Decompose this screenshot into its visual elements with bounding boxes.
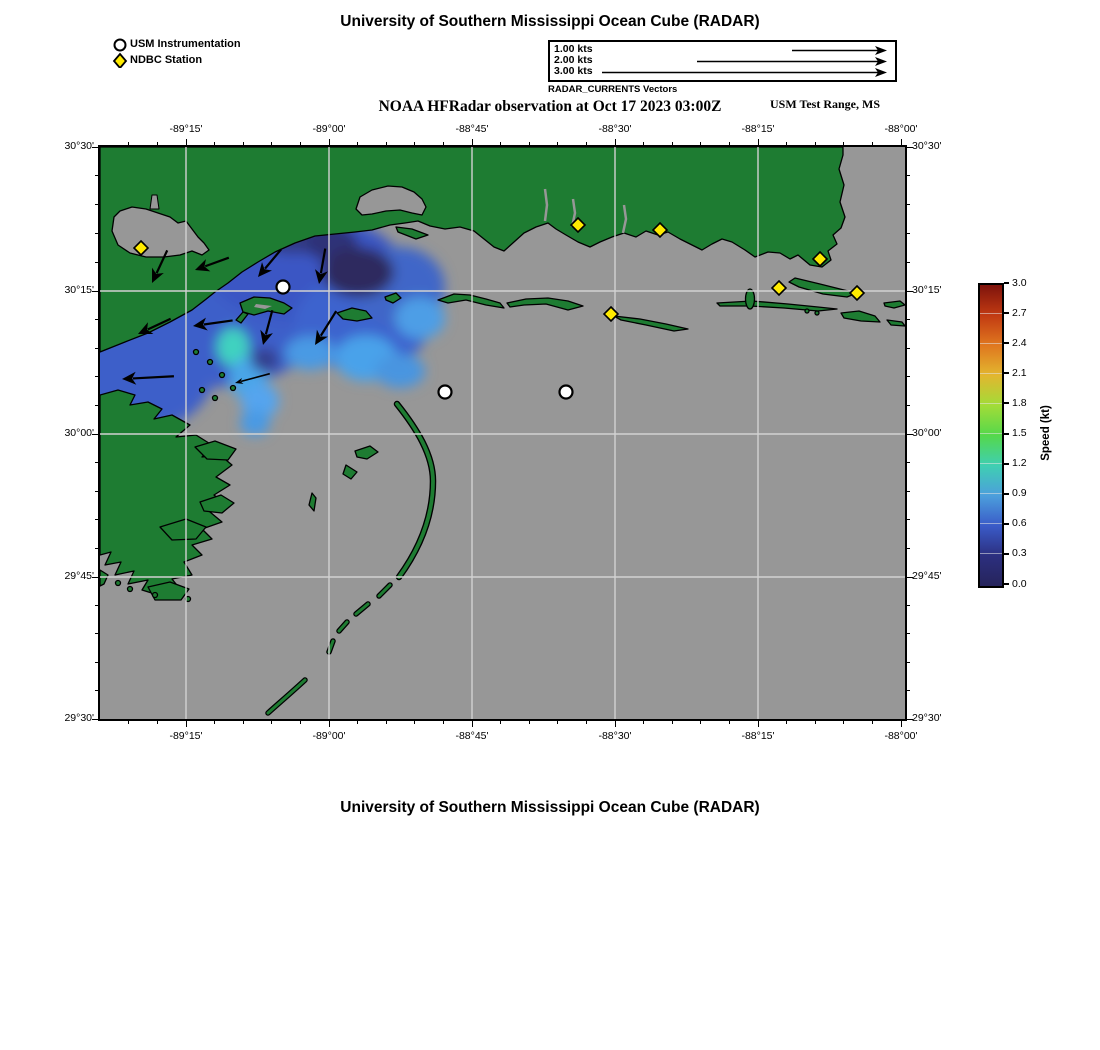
axis-tick bbox=[329, 139, 330, 145]
axis-tick bbox=[95, 405, 98, 406]
axis-tick bbox=[907, 348, 910, 349]
x-axis-label: -89°00' bbox=[312, 123, 346, 135]
axis-tick bbox=[95, 175, 98, 176]
axis-tick bbox=[271, 721, 272, 724]
axis-tick bbox=[700, 142, 701, 145]
page-title: University of Southern Mississippi Ocean Cube (RADAR) bbox=[340, 13, 760, 30]
islet bbox=[208, 360, 213, 365]
x-axis-label: -88°45' bbox=[455, 123, 489, 135]
x-axis-label: -89°15' bbox=[169, 123, 203, 135]
axis-tick bbox=[243, 721, 244, 724]
colorbar-tick-label: 0.6 bbox=[1012, 517, 1027, 530]
map-svg bbox=[100, 147, 905, 719]
axis-tick bbox=[901, 721, 902, 727]
axis-tick bbox=[214, 142, 215, 145]
axis-tick bbox=[700, 721, 701, 724]
islet bbox=[220, 373, 225, 378]
axis-tick bbox=[95, 633, 98, 634]
axis-tick bbox=[300, 142, 301, 145]
islet bbox=[200, 388, 205, 393]
colorbar-tick bbox=[1004, 523, 1009, 525]
axis-tick bbox=[95, 348, 98, 349]
axis-tick bbox=[329, 721, 330, 727]
colorbar-separator bbox=[980, 553, 1002, 554]
legend-item-usm bbox=[110, 36, 241, 52]
axis-tick bbox=[95, 204, 98, 205]
map-canvas bbox=[98, 145, 907, 721]
axis-tick bbox=[786, 721, 787, 724]
islet bbox=[194, 350, 199, 355]
axis-tick bbox=[907, 376, 910, 377]
islet bbox=[116, 581, 121, 586]
colorbar-tick-label: 0.3 bbox=[1012, 547, 1027, 560]
axis-tick bbox=[815, 721, 816, 724]
islet bbox=[231, 386, 236, 391]
vector-scale-label: 2.00 kts bbox=[554, 54, 593, 66]
axis-tick bbox=[907, 690, 910, 691]
axis-tick bbox=[672, 721, 673, 724]
ndbc-diamond-icon bbox=[110, 52, 128, 68]
speed-blob bbox=[251, 348, 279, 372]
axis-tick bbox=[907, 233, 910, 234]
axis-tick bbox=[95, 519, 98, 520]
colorbar-tick-label: 0.0 bbox=[1012, 577, 1027, 590]
y-axis-label: 29°30' bbox=[912, 712, 942, 724]
axis-tick bbox=[157, 142, 158, 145]
usm-instrumentation-marker bbox=[439, 386, 452, 399]
colorbar-tick bbox=[1004, 493, 1009, 495]
islet bbox=[128, 587, 133, 592]
x-axis-label: -88°15' bbox=[741, 730, 775, 742]
x-axis-label: -88°30' bbox=[598, 730, 632, 742]
legend-label-ndbc: NDBC Station bbox=[130, 54, 203, 66]
x-axis-label: -88°30' bbox=[598, 123, 632, 135]
axis-tick bbox=[414, 142, 415, 145]
axis-tick bbox=[786, 142, 787, 145]
axis-tick bbox=[907, 262, 910, 263]
axis-tick bbox=[214, 721, 215, 724]
islet bbox=[805, 309, 809, 313]
axis-tick bbox=[907, 405, 910, 406]
x-axis-label: -89°00' bbox=[312, 730, 346, 742]
observation-subtitle: NOAA HFRadar observation at Oct 17 2023 03:00Z bbox=[378, 98, 722, 115]
axis-tick bbox=[872, 142, 873, 145]
colorbar-tick bbox=[1004, 372, 1009, 374]
colorbar-tick bbox=[1004, 312, 1009, 314]
axis-tick bbox=[758, 139, 759, 145]
usm-instrumentation-marker bbox=[560, 386, 573, 399]
colorbar-separator bbox=[980, 343, 1002, 344]
vector-legend-caption: RADAR_CURRENTS Vectors bbox=[548, 84, 678, 95]
axis-tick bbox=[386, 721, 387, 724]
axis-tick bbox=[186, 139, 187, 145]
axis-tick bbox=[672, 142, 673, 145]
islet bbox=[213, 396, 218, 401]
colorbar-tick bbox=[1004, 553, 1009, 555]
colorbar-separator bbox=[980, 463, 1002, 464]
axis-tick bbox=[907, 519, 910, 520]
y-axis-label: 30°15' bbox=[64, 284, 94, 296]
axis-tick bbox=[615, 139, 616, 145]
axis-tick bbox=[95, 462, 98, 463]
y-axis-label: 29°45' bbox=[64, 570, 94, 582]
axis-tick bbox=[586, 142, 587, 145]
axis-tick bbox=[815, 142, 816, 145]
axis-tick bbox=[901, 139, 902, 145]
colorbar-tick bbox=[1004, 583, 1009, 585]
axis-tick bbox=[729, 721, 730, 724]
axis-tick bbox=[557, 721, 558, 724]
axis-tick bbox=[529, 721, 530, 724]
axis-tick bbox=[907, 662, 910, 663]
axis-tick bbox=[529, 142, 530, 145]
colorbar-title: Speed (kt) bbox=[1040, 405, 1052, 461]
axis-tick bbox=[843, 142, 844, 145]
axis-tick bbox=[907, 491, 910, 492]
colorbar-tick-label: 2.1 bbox=[1012, 366, 1027, 379]
axis-tick bbox=[357, 142, 358, 145]
speed-blob bbox=[375, 354, 425, 388]
symbol-legend bbox=[110, 36, 241, 68]
colorbar-tick-label: 2.4 bbox=[1012, 336, 1027, 349]
round-island bbox=[746, 289, 755, 309]
axis-tick bbox=[271, 142, 272, 145]
y-axis-label: 29°30' bbox=[64, 712, 94, 724]
axis-tick bbox=[729, 142, 730, 145]
y-axis-label: 29°45' bbox=[912, 570, 942, 582]
x-axis-label: -88°00' bbox=[884, 123, 918, 135]
axis-tick bbox=[95, 662, 98, 663]
axis-tick bbox=[907, 175, 910, 176]
y-axis-label: 30°00' bbox=[64, 427, 94, 439]
axis-tick bbox=[586, 721, 587, 724]
colorbar-tick bbox=[1004, 402, 1009, 404]
vector-scale-label: 1.00 kts bbox=[554, 43, 593, 55]
axis-tick bbox=[615, 721, 616, 727]
axis-tick bbox=[500, 721, 501, 724]
axis-tick bbox=[907, 548, 910, 549]
axis-tick bbox=[443, 142, 444, 145]
vector-scale-label: 3.00 kts bbox=[554, 65, 593, 77]
colorbar-tick-label: 0.9 bbox=[1012, 487, 1027, 500]
axis-tick bbox=[95, 690, 98, 691]
axis-tick bbox=[500, 142, 501, 145]
axis-tick bbox=[557, 142, 558, 145]
colorbar-separator bbox=[980, 373, 1002, 374]
bay-channel bbox=[150, 195, 159, 209]
colorbar-separator bbox=[980, 523, 1002, 524]
islet bbox=[153, 593, 158, 598]
axis-tick bbox=[95, 376, 98, 377]
axis-tick bbox=[95, 491, 98, 492]
speed-blob bbox=[322, 247, 394, 297]
axis-tick bbox=[95, 605, 98, 606]
axis-tick bbox=[472, 139, 473, 145]
colorbar-tick-label: 1.2 bbox=[1012, 457, 1027, 470]
axis-tick bbox=[386, 142, 387, 145]
y-axis-label: 30°30' bbox=[912, 140, 942, 152]
colorbar-tick bbox=[1004, 463, 1009, 465]
axis-tick bbox=[243, 142, 244, 145]
axis-tick bbox=[300, 721, 301, 724]
colorbar-tick-label: 1.5 bbox=[1012, 427, 1027, 439]
x-axis-label: -88°00' bbox=[884, 730, 918, 742]
axis-tick bbox=[643, 721, 644, 724]
axis-tick bbox=[128, 142, 129, 145]
axis-tick bbox=[907, 204, 910, 205]
vector-scale-legend bbox=[548, 40, 897, 82]
speed-blob bbox=[395, 297, 445, 339]
usm-circle-icon bbox=[110, 36, 128, 52]
speed-blob bbox=[240, 410, 270, 436]
colorbar-tick bbox=[1004, 433, 1009, 435]
axis-tick bbox=[643, 142, 644, 145]
y-axis-label: 30°15' bbox=[912, 284, 942, 296]
colorbar-tick bbox=[1004, 342, 1009, 344]
axis-tick bbox=[872, 721, 873, 724]
footer-title: University of Southern Mississippi Ocean Cube (RADAR) bbox=[340, 799, 760, 816]
x-axis-label: -88°45' bbox=[455, 730, 489, 742]
axis-tick bbox=[907, 633, 910, 634]
colorbar bbox=[978, 283, 1004, 588]
axis-tick bbox=[95, 233, 98, 234]
axis-tick bbox=[758, 721, 759, 727]
y-axis-label: 30°30' bbox=[64, 140, 94, 152]
colorbar-tick-label: 1.8 bbox=[1012, 396, 1027, 409]
y-axis-label: 30°00' bbox=[912, 427, 942, 439]
axis-tick bbox=[843, 721, 844, 724]
axis-tick bbox=[95, 319, 98, 320]
axis-tick bbox=[157, 721, 158, 724]
legend-label-usm: USM Instrumentation bbox=[130, 38, 241, 50]
axis-tick bbox=[95, 262, 98, 263]
islet bbox=[815, 311, 819, 315]
colorbar-separator bbox=[980, 493, 1002, 494]
colorbar-tick-label: 3.0 bbox=[1012, 276, 1027, 289]
x-axis-label: -89°15' bbox=[169, 730, 203, 742]
axis-tick bbox=[443, 721, 444, 724]
axis-tick bbox=[414, 721, 415, 724]
legend-item-ndbc bbox=[110, 52, 241, 68]
x-axis-label: -88°15' bbox=[741, 123, 775, 135]
colorbar-tick-label: 2.7 bbox=[1012, 306, 1027, 319]
axis-tick bbox=[128, 721, 129, 724]
axis-tick bbox=[357, 721, 358, 724]
axis-tick bbox=[907, 319, 910, 320]
colorbar-tick bbox=[1004, 282, 1009, 284]
axis-tick bbox=[472, 721, 473, 727]
axis-tick bbox=[907, 605, 910, 606]
speed-blob bbox=[285, 336, 335, 370]
axis-tick bbox=[907, 462, 910, 463]
colorbar-separator bbox=[980, 433, 1002, 434]
vector-scale-arrows bbox=[550, 42, 895, 80]
usm-instrumentation-marker bbox=[277, 281, 290, 294]
range-label: USM Test Range, MS bbox=[770, 97, 881, 111]
axis-tick bbox=[95, 548, 98, 549]
axis-tick bbox=[186, 721, 187, 727]
colorbar-separator bbox=[980, 313, 1002, 314]
colorbar-separator bbox=[980, 403, 1002, 404]
